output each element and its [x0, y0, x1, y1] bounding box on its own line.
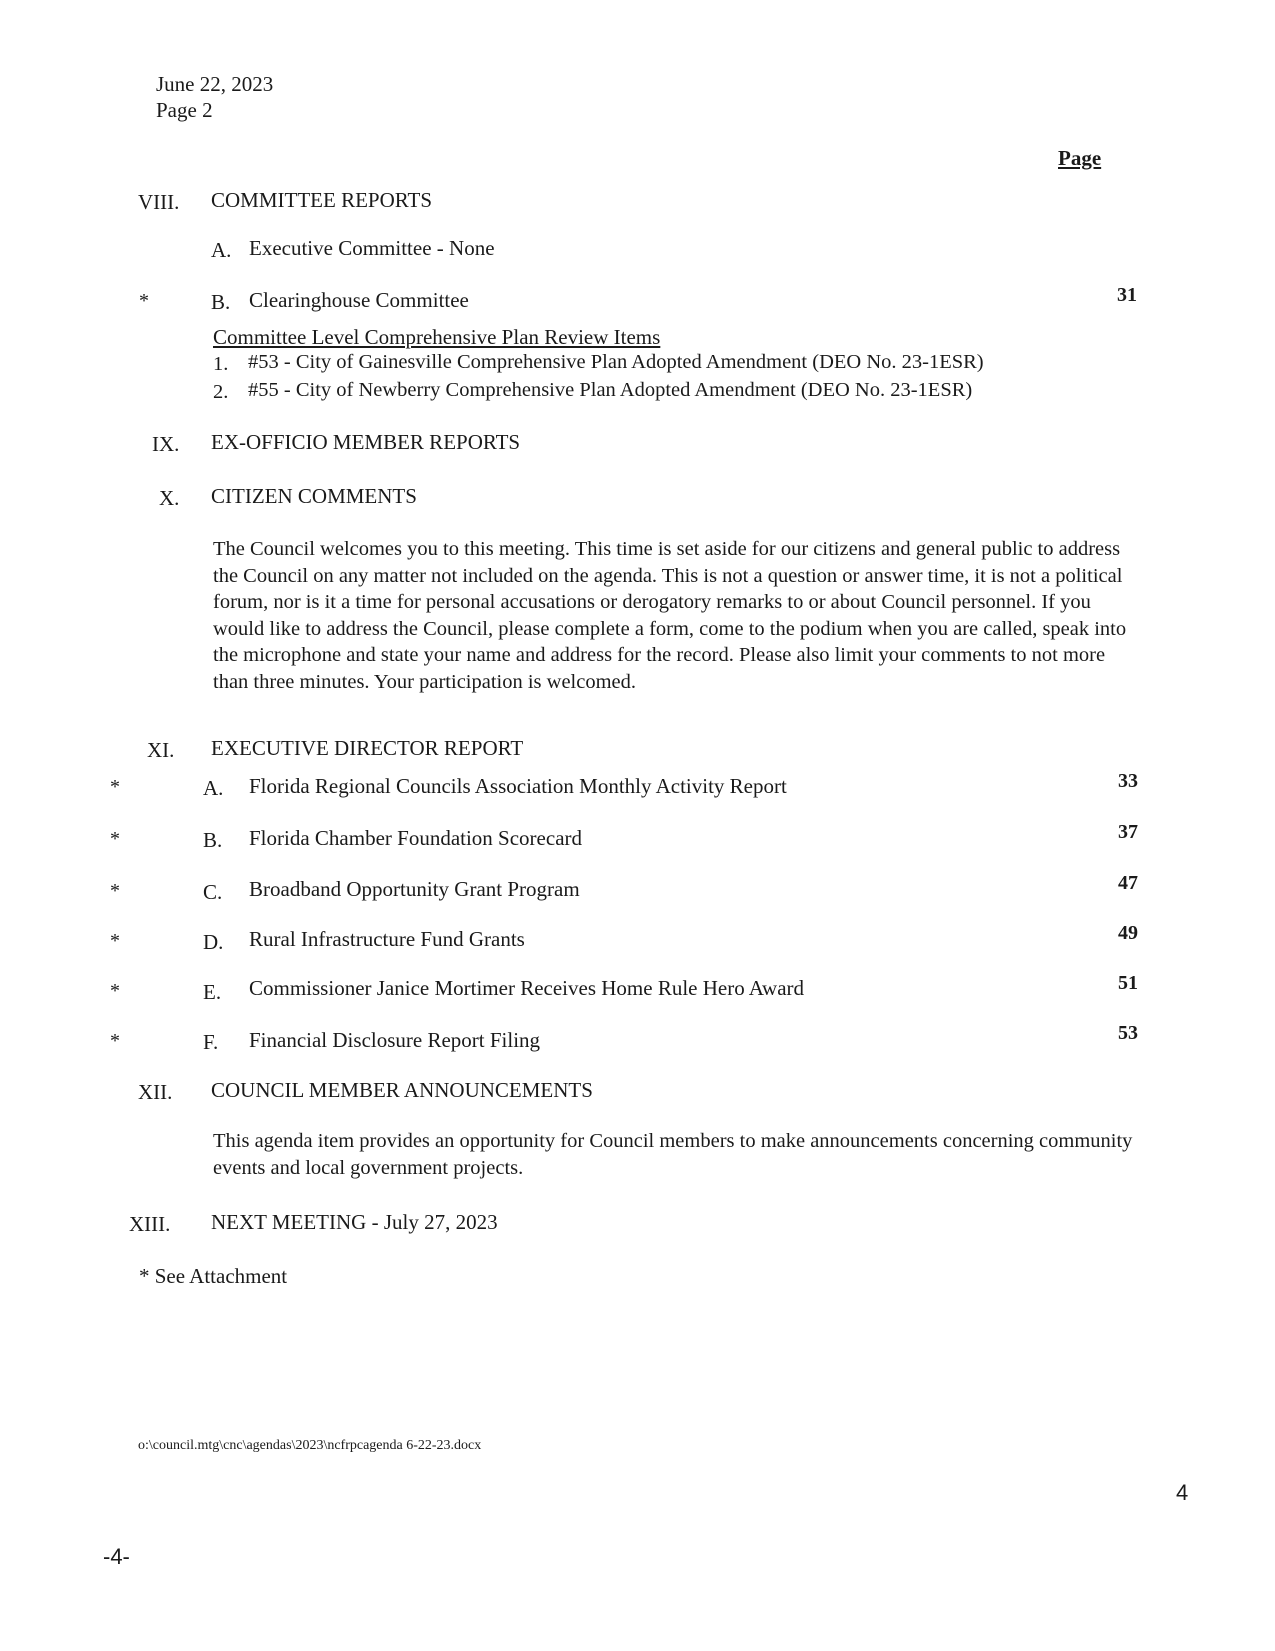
section-x-title: CITIZEN COMMENTS [211, 484, 417, 508]
item-xi-c-letter: C. [203, 880, 223, 904]
item-viii-a-letter: A. [211, 238, 232, 262]
item-xi-e-page: 51 [1118, 972, 1138, 994]
page-column-label: Page [1058, 146, 1102, 170]
review-item-1-text: #53 - City of Gainesville Comprehensive Plan Adopted Amendment (DEO No. 23-1ESR) [248, 351, 984, 373]
item-xi-d-letter: D. [203, 930, 224, 954]
item-xi-b-text: Florida Chamber Foundation Scorecard [249, 826, 583, 850]
see-attachment-footnote: * See Attachment [139, 1264, 288, 1288]
section-xii-title: COUNCIL MEMBER ANNOUNCEMENTS [211, 1078, 593, 1102]
item-viii-b-letter: B. [211, 290, 231, 314]
section-xii-numeral: XII. [138, 1080, 173, 1104]
item-xi-f-letter: F. [203, 1030, 219, 1054]
section-xiii-title: NEXT MEETING - July 27, 2023 [211, 1210, 498, 1234]
page-indicator: Page 2 [156, 98, 213, 122]
item-xi-c-text: Broadband Opportunity Grant Program [249, 877, 580, 901]
item-xi-a-letter: A. [203, 776, 224, 800]
page-number: 4 [1176, 1480, 1189, 1505]
section-x-numeral: X. [159, 486, 180, 510]
item-xi-f-marker: * [110, 1030, 120, 1052]
item-xi-d-marker: * [110, 930, 120, 952]
item-viii-b-page: 31 [1117, 284, 1137, 306]
item-xi-d-text: Rural Infrastructure Fund Grants [249, 927, 525, 951]
item-xi-c-marker: * [110, 880, 120, 902]
item-xi-a-text: Florida Regional Councils Association Monthly Activity Report [249, 774, 787, 798]
item-xi-b-letter: B. [203, 828, 223, 852]
item-xi-f-page: 53 [1118, 1022, 1138, 1044]
section-viii-title: COMMITTEE REPORTS [211, 188, 433, 212]
item-xi-b-marker: * [110, 828, 120, 850]
section-viii-numeral: VIII. [138, 190, 180, 214]
section-ix-title: EX-OFFICIO MEMBER REPORTS [211, 430, 521, 454]
item-xi-e-letter: E. [203, 980, 222, 1004]
item-xi-a-page: 33 [1118, 770, 1138, 792]
review-item-2-number: 2. [213, 381, 229, 403]
review-items-subheading: Committee Level Comprehensive Plan Review Items [213, 325, 661, 349]
item-xi-a-marker: * [110, 776, 120, 798]
item-xi-d-page: 49 [1118, 922, 1138, 944]
file-path: o:\council.mtg\cnc\agendas\2023\ncfrpcagenda 6-22-23.docx [138, 1438, 482, 1453]
meeting-date: June 22, 2023 [156, 72, 274, 96]
section-xi-numeral: XI. [147, 738, 175, 762]
item-xi-e-text: Commissioner Janice Mortimer Receives Home Rule Hero Award [249, 976, 805, 1000]
page-marker: -4- [103, 1544, 130, 1569]
section-xiii-numeral: XIII. [129, 1212, 171, 1236]
item-xi-e-marker: * [110, 980, 120, 1002]
item-viii-b-marker: * [139, 290, 149, 312]
item-xi-b-page: 37 [1118, 821, 1138, 843]
item-viii-a-text: Executive Committee - None [249, 236, 495, 260]
item-xi-c-page: 47 [1118, 872, 1138, 894]
citizen-comments-paragraph: The Council welcomes you to this meeting. This time is set aside for our citizens and general public to address the Council on any matter not included on the agenda. This is not a question or answer time, it is not a political forum, nor is it a time for personal accusations or derogatory remarks to or about Council personnel. If you would like to address the Council, please complete a form, come to the podium when you are called, speak into the microphone and state your name and address for the record. Please also limit your comments to not more than three minutes. Your participation is welcomed. [213, 538, 1127, 693]
section-xi-title: EXECUTIVE DIRECTOR REPORT [211, 736, 524, 760]
item-xi-f-text: Financial Disclosure Report Filing [249, 1028, 541, 1052]
section-ix-numeral: IX. [152, 432, 180, 456]
review-item-1-number: 1. [213, 353, 229, 375]
item-viii-b-text: Clearinghouse Committee [249, 288, 469, 312]
review-item-2-text: #55 - City of Newberry Comprehensive Plan Adopted Amendment (DEO No. 23-1ESR) [248, 379, 973, 401]
announcements-paragraph: This agenda item provides an opportunity for Council members to make announcements concerning community events and local government projects. [213, 1130, 1133, 1179]
